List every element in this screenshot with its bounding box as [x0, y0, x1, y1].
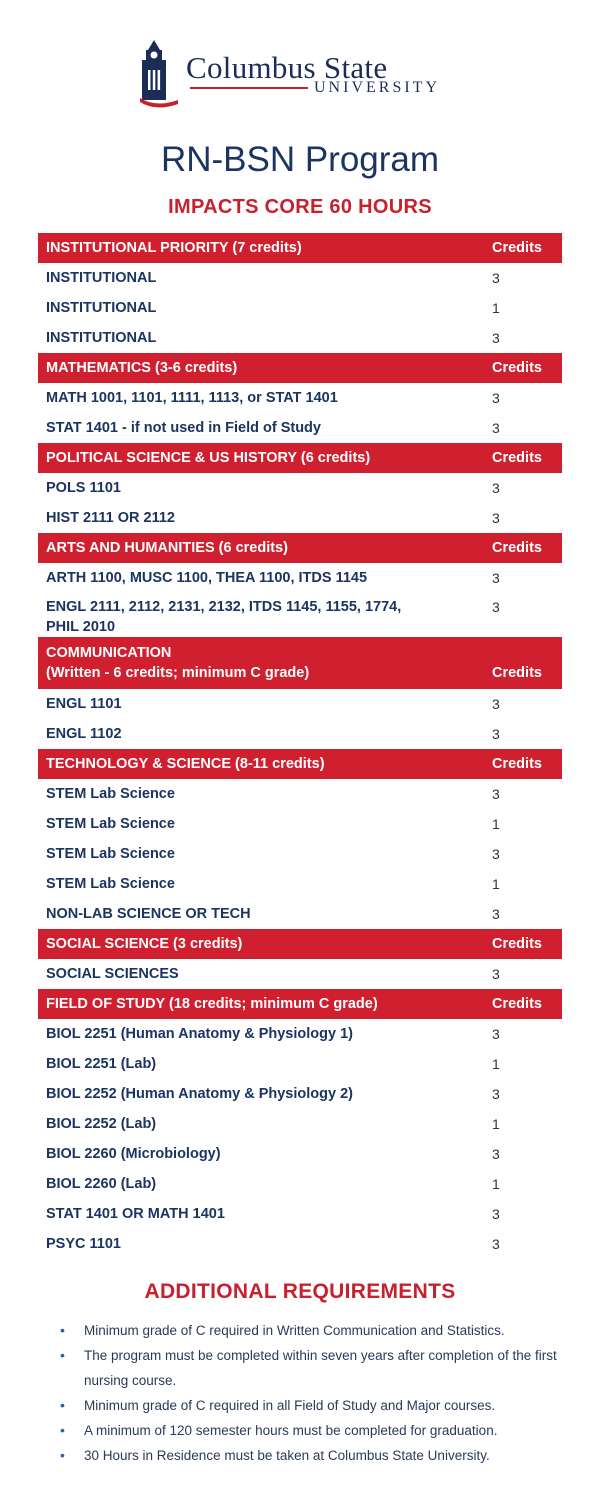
- requirement-item: [58, 1443, 566, 1468]
- course-row: [38, 809, 562, 839]
- course-name: INSTITUTIONAL: [46, 330, 157, 346]
- course-name: STAT 1401 OR MATH 1401: [46, 1206, 225, 1222]
- logo-wordmark: Columbus State: [186, 50, 388, 85]
- course-row: [38, 1049, 562, 1079]
- course-credits: 3: [492, 966, 500, 982]
- bullet-icon: •: [60, 1322, 65, 1338]
- course-name: STEM Lab Science: [46, 876, 175, 892]
- course-credits: 3: [492, 696, 500, 712]
- course-row: [38, 689, 562, 719]
- course-credits: 3: [492, 786, 500, 802]
- course-row: [38, 413, 562, 443]
- credits-column-label: Credits: [492, 756, 542, 772]
- page-title: RN-BSN Program: [160, 140, 440, 179]
- clock-tower-icon: [138, 38, 182, 108]
- course-credits: 3: [492, 420, 500, 436]
- bullet-icon: •: [60, 1347, 65, 1363]
- credits-column-label: Credits: [492, 450, 542, 466]
- course-credits: 1: [492, 300, 500, 316]
- credits-column-label: Credits: [492, 665, 542, 681]
- course-row: [38, 1199, 562, 1229]
- credits-column-label: Credits: [492, 240, 542, 256]
- section-title: ARTS AND HUMANITIES (6 credits): [46, 540, 288, 556]
- requirement-item: [58, 1318, 566, 1343]
- credits-column-label: Credits: [492, 360, 542, 376]
- course-credits: 3: [492, 510, 500, 526]
- requirement-text: A minimum of 120 semester hours must be completed for graduation.: [84, 1423, 498, 1438]
- bullet-icon: •: [60, 1422, 65, 1438]
- course-credits: 3: [492, 330, 500, 346]
- course-row: [38, 779, 562, 809]
- requirement-text: 30 Hours in Residence must be taken at Columbus State University.: [84, 1448, 490, 1463]
- course-credits: 3: [492, 1236, 500, 1252]
- course-name: PSYC 1101: [46, 1236, 121, 1252]
- requirement-item: [58, 1418, 566, 1443]
- course-credits: 3: [492, 846, 500, 862]
- course-row: [38, 869, 562, 899]
- course-row: [38, 839, 562, 869]
- course-name: ENGL 1101: [46, 696, 122, 712]
- course-name: MATH 1001, 1101, 1111, 1113, or STAT 1401: [46, 390, 338, 406]
- university-logo: [138, 36, 468, 110]
- section-title: FIELD OF STUDY (18 credits; minimum C grade): [46, 996, 378, 1012]
- course-credits: 1: [492, 816, 500, 832]
- course-name: STEM Lab Science: [46, 786, 175, 802]
- course-row: [38, 899, 562, 929]
- course-row: [38, 263, 562, 293]
- section-header: [38, 989, 562, 1019]
- course-credits: 3: [492, 1146, 500, 1162]
- page-subtitle: IMPACTS CORE 60 HOURS: [168, 196, 432, 218]
- course-row: [38, 1169, 562, 1199]
- bullet-icon: •: [60, 1447, 65, 1463]
- course-name: BIOL 2260 (Lab): [46, 1176, 157, 1192]
- course-credits: 3: [492, 480, 500, 496]
- course-credits: 1: [492, 1176, 500, 1192]
- course-row: [38, 323, 562, 353]
- section-title: MATHEMATICS (3-6 credits): [46, 360, 238, 376]
- requirements-list: [58, 1318, 566, 1468]
- course-name: BIOL 2260 (Microbiology): [46, 1146, 221, 1162]
- course-row: [38, 1139, 562, 1169]
- credits-column-label: Credits: [492, 996, 542, 1012]
- course-name: STEM Lab Science: [46, 846, 175, 862]
- course-credits: 1: [492, 1116, 500, 1132]
- course-name: NON-LAB SCIENCE OR TECH: [46, 906, 251, 922]
- course-credits: 3: [492, 599, 500, 615]
- requirement-item: [58, 1393, 566, 1418]
- course-name: SOCIAL SCIENCES: [46, 966, 179, 982]
- credits-column-label: Credits: [492, 936, 542, 952]
- course-row: [38, 563, 562, 593]
- section-header: [38, 929, 562, 959]
- course-credits: 3: [492, 726, 500, 742]
- course-credits: 3: [492, 1206, 500, 1222]
- course-name: BIOL 2252 (Lab): [46, 1116, 157, 1132]
- requirement-text: The program must be completed within seven years after completion of the first nursing course.: [84, 1348, 557, 1388]
- course-row: [38, 383, 562, 413]
- section-header: [38, 533, 562, 563]
- course-name: INSTITUTIONAL: [46, 270, 157, 286]
- course-row: [38, 959, 562, 989]
- section-header: [38, 233, 562, 263]
- course-credits: 3: [492, 570, 500, 586]
- course-credits: 3: [492, 270, 500, 286]
- course-name: BIOL 2252 (Human Anatomy & Physiology 2): [46, 1086, 353, 1102]
- course-name: BIOL 2251 (Human Anatomy & Physiology 1): [46, 1026, 353, 1042]
- course-credits: 1: [492, 1056, 500, 1072]
- additional-requirements-title: ADDITIONAL REQUIREMENTS: [144, 1280, 456, 1303]
- course-row: [38, 719, 562, 749]
- logo-divider: [190, 87, 308, 89]
- course-row: [38, 1229, 562, 1259]
- credits-column-label: Credits: [492, 540, 542, 556]
- course-row: [38, 1019, 562, 1049]
- course-name: ARTH 1100, MUSC 1100, THEA 1100, ITDS 1145: [46, 570, 368, 586]
- course-credits: 3: [492, 1026, 500, 1042]
- course-row: [38, 1079, 562, 1109]
- course-row: [38, 293, 562, 323]
- requirement-text: Minimum grade of C required in all Field of Study and Major courses.: [84, 1398, 496, 1413]
- requirement-text: Minimum grade of C required in Written Communication and Statistics.: [84, 1323, 505, 1338]
- course-row: [38, 1109, 562, 1139]
- course-credits: 3: [492, 906, 500, 922]
- course-name: ENGL 2111, 2112, 2131, 2132, ITDS 1145, 1155, 1774, PHIL 2010: [46, 599, 402, 635]
- section-header: [38, 749, 562, 779]
- course-name: HIST 2111 OR 2112: [46, 510, 175, 526]
- section-title: POLITICAL SCIENCE & US HISTORY (6 credits): [46, 450, 371, 466]
- course-name: STEM Lab Science: [46, 816, 175, 832]
- course-name: INSTITUTIONAL: [46, 300, 157, 316]
- course-table: [38, 233, 562, 1259]
- section-header: [38, 637, 562, 689]
- course-row: [38, 593, 562, 637]
- section-title: INSTITUTIONAL PRIORITY (7 credits): [46, 240, 302, 256]
- course-credits: 1: [492, 876, 500, 892]
- section-title: SOCIAL SCIENCE (3 credits): [46, 936, 243, 952]
- course-row: [38, 473, 562, 503]
- section-title: COMMUNICATION (Written - 6 credits; minimum C grade): [46, 645, 310, 681]
- section-header: [38, 443, 562, 473]
- bullet-icon: •: [60, 1397, 65, 1413]
- course-name: POLS 1101: [46, 480, 121, 496]
- course-row: [38, 503, 562, 533]
- course-name: BIOL 2251 (Lab): [46, 1056, 157, 1072]
- requirement-item: [58, 1343, 566, 1393]
- course-credits: 3: [492, 390, 500, 406]
- logo-subtitle: UNIVERSITY: [314, 79, 440, 96]
- course-name: STAT 1401 - if not used in Field of Study: [46, 420, 321, 436]
- course-credits: 3: [492, 1086, 500, 1102]
- section-title: TECHNOLOGY & SCIENCE (8-11 credits): [46, 756, 325, 772]
- course-name: ENGL 1102: [46, 726, 122, 742]
- section-header: [38, 353, 562, 383]
